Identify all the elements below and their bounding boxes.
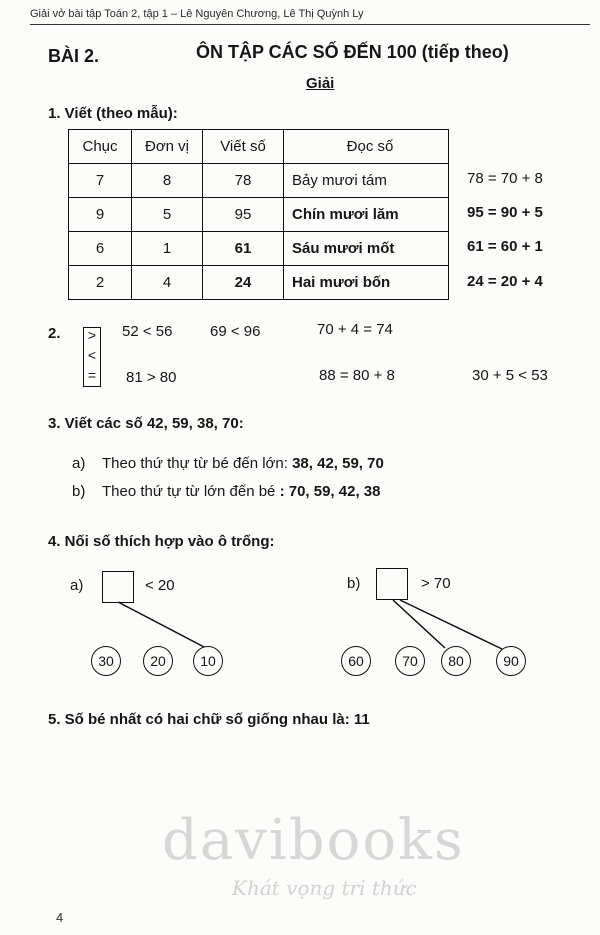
sort-ascending-answer: 38, 42, 59, 70	[292, 455, 384, 472]
part-a-label: a)	[70, 577, 84, 594]
page-number: 4	[56, 910, 64, 925]
comparison-item: 69 < 96	[210, 323, 261, 340]
watermark-tagline: Khát vọng tri thức	[232, 876, 417, 900]
sort-ascending-prompt: Theo thứ thự từ bé đến lớn:	[102, 455, 288, 472]
expansion-equation: 24 = 20 + 4	[467, 273, 543, 290]
number-circle[interactable]: 70	[395, 646, 425, 676]
solution-heading: Giải	[306, 75, 335, 92]
cell-doc-so: Hai mươi bốn	[284, 266, 449, 300]
comparison-item: 88 = 80 + 8	[319, 367, 395, 384]
cell-chuc: 7	[69, 164, 132, 198]
match-line-b-80	[393, 600, 445, 648]
condition-b: > 70	[421, 575, 451, 592]
number-circle[interactable]: 10	[193, 646, 223, 676]
col-header-don-vi: Đơn vị	[132, 130, 203, 164]
greater-than-symbol: >	[87, 327, 97, 343]
match-line-a	[118, 602, 206, 648]
cell-viet-so: 24	[203, 266, 284, 300]
sort-descending-answer: : 70, 59, 42, 38	[279, 483, 381, 500]
sort-descending-prompt: Theo thứ tự từ lớn đến bé	[102, 483, 276, 500]
lesson-title: ÔN TẬP CÁC SỐ ĐẾN 100 (tiếp theo)	[196, 42, 509, 62]
cell-doc-so: Chín mươi lăm	[284, 198, 449, 232]
comparison-item: 70 + 4 = 74	[317, 321, 393, 338]
running-header: Giải vở bài tập Toán 2, tập 1 – Lê Nguyên Chương, Lê Thị Quỳnh Ly	[30, 8, 364, 20]
question-5-label: 5. Số bé nhất có hai chữ số giống nhau là: 11	[48, 711, 370, 728]
number-circle[interactable]: 20	[143, 646, 173, 676]
less-than-symbol: <	[87, 347, 97, 363]
cell-don-vi: 8	[132, 164, 203, 198]
part-b-label: b)	[72, 483, 86, 500]
expansion-equation: 78 = 70 + 8	[467, 170, 543, 187]
comparison-item: 30 + 5 < 53	[472, 367, 548, 384]
equals-symbol: =	[87, 367, 97, 383]
col-header-doc-so: Đọc số	[284, 130, 449, 164]
watermark-brand: davibooks	[162, 808, 465, 873]
expansion-equation: 95 = 90 + 5	[467, 204, 543, 221]
expansion-equation: 61 = 60 + 1	[467, 238, 543, 255]
cell-viet-so: 95	[203, 198, 284, 232]
comparison-item: 81 > 80	[126, 369, 177, 386]
comparison-item: 52 < 56	[122, 323, 173, 340]
answer-box-b[interactable]	[376, 568, 408, 600]
number-circle[interactable]: 30	[91, 646, 121, 676]
cell-doc-so: Sáu mươi mốt	[284, 232, 449, 266]
cell-chuc: 9	[69, 198, 132, 232]
question-3-label: 3. Viết các số 42, 59, 38, 70:	[48, 415, 244, 432]
question-4-label: 4. Nối số thích hợp vào ô trống:	[48, 533, 275, 550]
cell-viet-so: 61	[203, 232, 284, 266]
part-b-label: b)	[347, 575, 361, 592]
cell-don-vi: 5	[132, 198, 203, 232]
question-2-label: 2.	[48, 325, 61, 342]
question-1-label: 1. Viết (theo mẫu):	[48, 105, 178, 122]
match-line-b-90	[400, 600, 502, 649]
cell-viet-so: 78	[203, 164, 284, 198]
number-circle[interactable]: 60	[341, 646, 371, 676]
lesson-number: BÀI 2.	[48, 46, 100, 66]
number-circle[interactable]: 80	[441, 646, 471, 676]
col-header-viet-so: Viết số	[203, 130, 284, 164]
cell-don-vi: 1	[132, 232, 203, 266]
number-circle[interactable]: 90	[496, 646, 526, 676]
cell-chuc: 6	[69, 232, 132, 266]
cell-don-vi: 4	[132, 266, 203, 300]
condition-a: < 20	[145, 577, 175, 594]
col-header-chuc: Chục	[69, 130, 132, 164]
cell-chuc: 2	[69, 266, 132, 300]
cell-doc-so: Bảy mươi tám	[284, 164, 449, 198]
answer-box-a[interactable]	[102, 571, 134, 603]
part-a-label: a)	[72, 455, 86, 472]
